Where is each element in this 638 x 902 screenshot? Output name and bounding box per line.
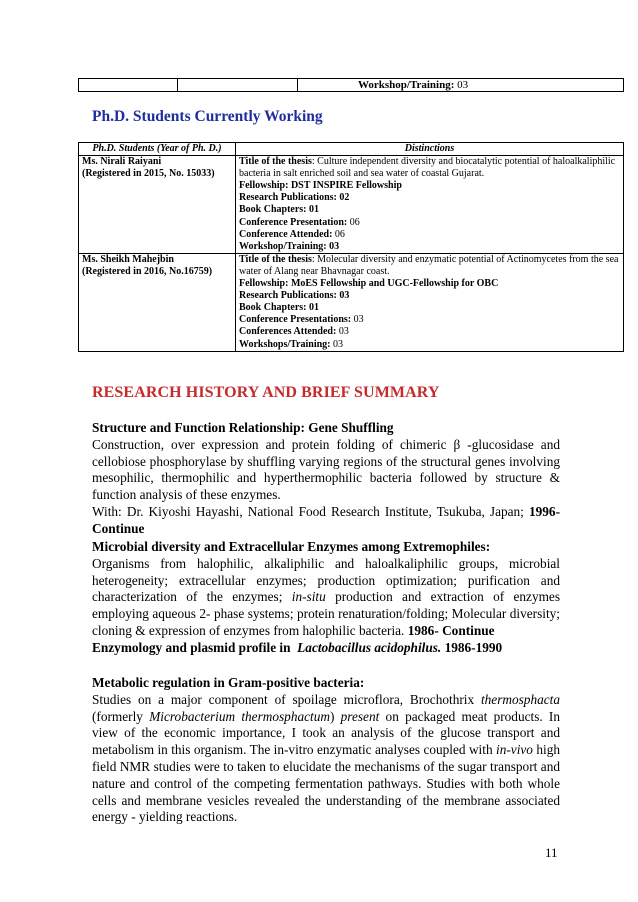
student-name: Ms. Nirali Raiyani bbox=[82, 156, 162, 168]
student-registration: (Registered in 2015, No. 15033) bbox=[82, 168, 215, 180]
section-extremophiles bbox=[92, 539, 560, 640]
conference-presentation: Conference Presentation: 06 bbox=[239, 216, 360, 228]
section-title: RESEARCH HISTORY AND BRIEF SUMMARY bbox=[92, 384, 440, 401]
workshop-training: Workshops/Training: 03 bbox=[239, 338, 344, 350]
fellowship: Fellowship: DST INSPIRE Fellowship bbox=[239, 180, 402, 192]
section-heading: Enzymology and plasmid profile in Lactobacillus acidophilus. 1986-1990 bbox=[92, 640, 503, 655]
workshop-label: Workshop/Training: bbox=[358, 79, 455, 91]
section-gene-shuffling bbox=[92, 420, 560, 538]
workshop-cell bbox=[298, 79, 624, 92]
thesis-title: Title of the thesis: Culture independent diversity and biocatalytic potential of haloalkaliphilic bacteria in salt enriched soil and sea water of coastal Gujarat. bbox=[239, 156, 616, 180]
section-heading: Metabolic regulation in Gram-positive bacteria: bbox=[92, 675, 365, 690]
students-heading: Ph.D. Students Currently Working bbox=[92, 108, 323, 125]
book-chapters: Book Chapters: 01 bbox=[239, 302, 320, 314]
distinctions-cell bbox=[236, 156, 624, 254]
table-row bbox=[79, 253, 624, 351]
column-header-students: Ph.D. Students (Year of Ph. D.) bbox=[79, 143, 236, 156]
table-row bbox=[79, 156, 624, 254]
section-heading: Microbial diversity and Extracellular Enzymes among Extremophiles: bbox=[92, 539, 491, 554]
column-header-distinctions: Distinctions bbox=[236, 143, 624, 156]
thesis-title: Title of the thesis: Molecular diversity and enzymatic potential of Actinomycetes from the sea water of Alang near Bhavnagar coast. bbox=[239, 253, 619, 277]
distinctions-cell bbox=[236, 253, 624, 351]
workshop-value: 03 bbox=[457, 79, 469, 91]
section-paragraph: Studies on a major component of spoilage microflora, Brochothrix thermosphacta (formerly Microbacterium thermosphactum) present on packaged meat products. In view of the economic importance, I took an analysis of the glucose transport and metabolism in this organism. The in-vitro enzymatic analyses coupled with in-vivo high field NMR studies were to taken to elucidate the mechanisms of the sugar transport and nature and control of the competing fermentation pathways. Studies with both whole cells and membrane vesicles revealed the understanding of the membrane associated energy - yielding reactions. bbox=[92, 691, 561, 825]
workshop-training: Workshop/Training: 03 bbox=[239, 240, 340, 252]
conference-presentation: Conference Presentations: 03 bbox=[239, 314, 364, 326]
student-registration: (Registered in 2016, No.16759) bbox=[82, 265, 213, 277]
students-table bbox=[78, 142, 624, 352]
table-header-row bbox=[79, 143, 624, 156]
student-name-cell bbox=[79, 253, 236, 351]
table-row bbox=[79, 79, 624, 92]
section-paragraph: Construction, over expression and protein folding of chimeric β -glucosidase and cellobiose phosphorylase by shuffling varying regions of the structural genes involving mesophilic, thermophilic and hyperthermophilic bacteria followed by structure & function analysis of these enzymes. bbox=[92, 436, 560, 503]
empty-cell bbox=[79, 79, 178, 92]
section-paragraph: Organisms from halophilic, alkaliphilic and haloalkaliphilic groups, microbial heterogeneity; extracellular enzymes; production optimization; purification and characterization of the enzymes; in-situ production and extraction of enzymes employing aqueous 2- phase systems; protein renaturation/folding; Molecular diversity; cloning & expression of enzymes from halophilic bacteria. 1986- Continue bbox=[92, 555, 561, 638]
research-publications: Research Publications: 03 bbox=[239, 290, 350, 302]
section-metabolic-regulation bbox=[92, 675, 560, 826]
section-collaboration: With: Dr. Kiyoshi Hayashi, National Food Research Institute, Tsukuba, Japan; 1996- Continue bbox=[92, 503, 560, 536]
conference-attended: Conference Attended: 06 bbox=[239, 228, 345, 240]
student-name: Ms. Sheikh Mahejbin bbox=[82, 253, 174, 265]
empty-cell bbox=[178, 79, 298, 92]
page-number: 11 bbox=[545, 845, 558, 860]
section-lactobacillus bbox=[92, 640, 560, 657]
book-chapters: Book Chapters: 01 bbox=[239, 204, 320, 216]
student-name-cell bbox=[79, 156, 236, 254]
research-publications: Research Publications: 02 bbox=[239, 192, 350, 204]
conference-attended: Conferences Attended: 03 bbox=[239, 326, 349, 338]
section-heading: Structure and Function Relationship: Gene Shuffling bbox=[92, 420, 394, 435]
top-continuation-table bbox=[78, 78, 624, 92]
fellowship: Fellowship: MoES Fellowship and UGC-Fellowship for OBC bbox=[239, 278, 499, 290]
